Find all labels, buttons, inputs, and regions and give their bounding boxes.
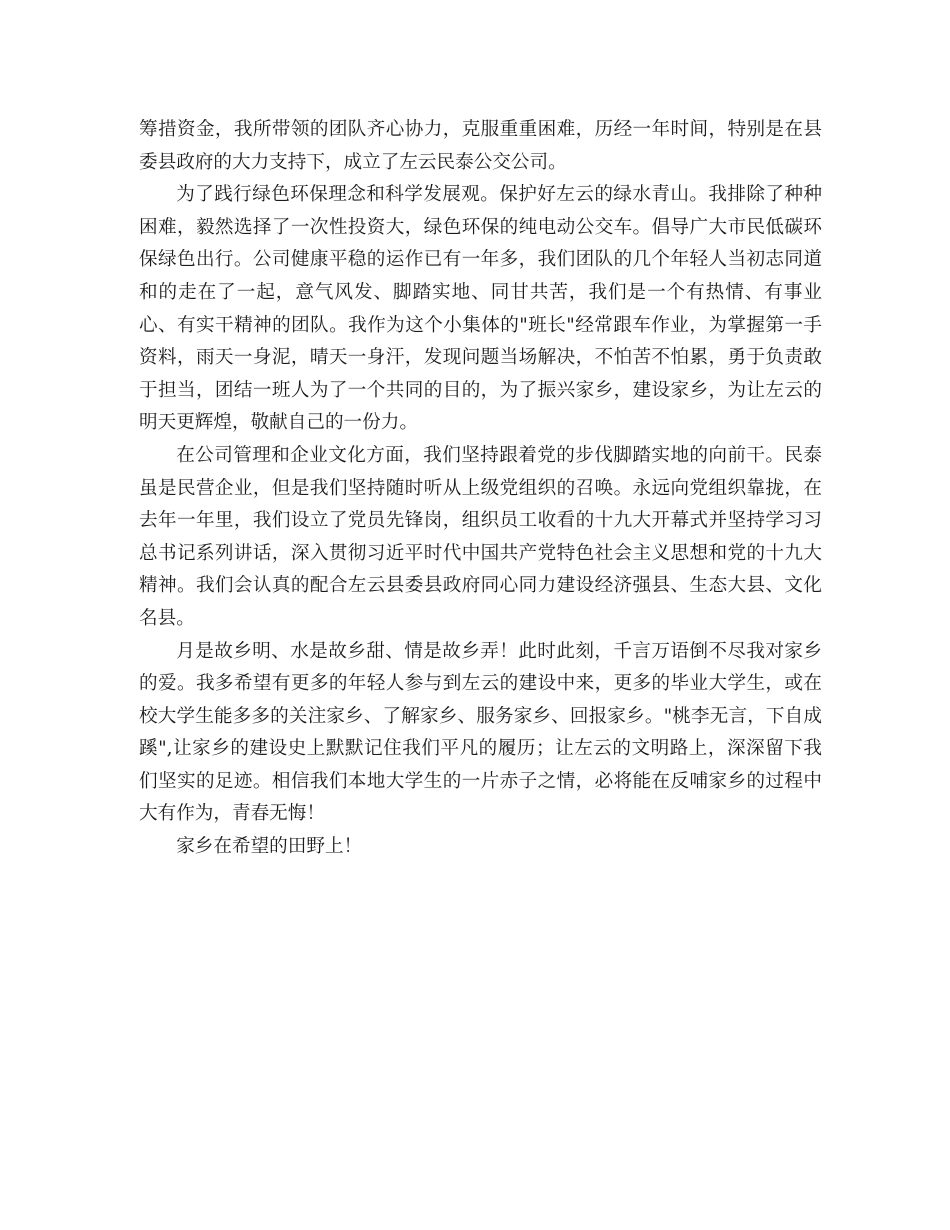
paragraph-party-culture: 在公司管理和企业文化方面，我们坚持跟着党的步伐脚踏实地的向前干。民泰虽是民营企业，但是我们坚持随时听从上级党组织的召唤。永远向党组织靠拢，在去年一年里，我们设立了党员先锋岗，组织员工收看的十九大开幕式并坚持学习习总书记系列讲话，深入贯彻习近平时代中国共产党特色社会主义思想和党的十九大精神。我们会认真的配合左云县委县政府同心同力建设经济强县、生态大县、文化名县。	[139, 444, 822, 629]
paragraph-hometown-love: 月是故乡明、水是故乡甜、情是故乡弄！此时此刻，千言万语倒不尽我对家乡的爱。我多希望有更多的年轻人参与到左云的建设中来，更多的毕业大学生，或在校大学生能多多的关注家乡、了解家乡、服务家乡、回报家乡。"桃李无言，下自成蹊",让家乡的建设史上默默记住我们平凡的履历；让左云的文明路上，深深留下我们坚实的足迹。相信我们本地大学生的一片赤子之情，必将能在反哺家乡的过程中大有作为，青春无悔！	[139, 640, 822, 825]
paragraph-green-buses: 为了践行绿色环保理念和科学发展观。保护好左云的绿水青山。我排除了种种困难，毅然选择了一次性投资大，绿色环保的纯电动公交车。倡导广大市民低碳环保绿色出行。公司健康平稳的运作已有一年多，我们团队的几个年轻人当初志同道和的走在了一起，意气风发、脚踏实地、同甘共苦，我们是一个有热情、有事业心、有实干精神的团队。我作为这个小集体的"班长"经常跟车作业，为掌握第一手资料，雨天一身泥，晴天一身汗，发现问题当场解决，不怕苦不怕累，勇于负责敢于担当，团结一班人为了一个共同的目的，为了振兴家乡，建设家乡，为让左云的明天更辉煌，敬献自己的一份力。	[139, 184, 822, 434]
paragraph-continuation: 筹措资金，我所带领的团队齐心协力，克服重重困难，历经一年时间，特别是在县委县政府的大力支持下，成立了左云民泰公交公司。	[139, 119, 822, 173]
paragraph-closing: 家乡在希望的田野上！	[176, 836, 363, 858]
document-body	[139, 114, 822, 864]
